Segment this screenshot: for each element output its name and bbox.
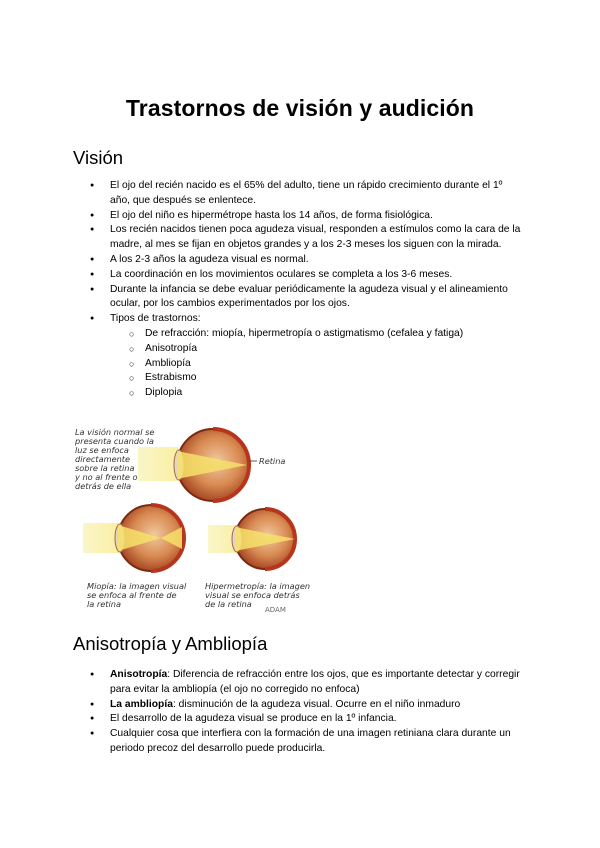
normal-caption-line: sobre la retina (75, 463, 135, 473)
list-item: ● El ojo del recién nacido es el 65% del adulto, tiene un rápido crecimiento durante el 1º año, que después se enlentece. (0, 179, 522, 209)
definition-text: : Diferencia de refracción entre los ojos, que es importante detectar y corregir para evitar la ambliopía (el ojo no corregido no enfoca) (110, 669, 520, 695)
section-heading-anisotropia: Anisotropía y Ambliopía (73, 633, 268, 654)
retina-label: Retina (259, 456, 286, 466)
myopia-eye-icon (83, 505, 184, 571)
section-heading-vision: Visión (73, 147, 124, 168)
eye-diagram-illustration (73, 423, 323, 613)
list-item: ● La coordinación en los movimientos oculares se completa a los 3-6 meses. (0, 268, 522, 283)
hyperopia-caption-line: de la retina (205, 599, 252, 609)
hyperopia-caption-line: Hipermetropía: la imagen (205, 581, 311, 591)
list-item (0, 668, 522, 698)
list-item: ● A los 2-3 años la agudeza visual es normal. (0, 253, 522, 268)
normal-caption-line: La visión normal se (75, 427, 155, 437)
list-item (0, 698, 522, 713)
myopia-caption-line: se enfoca al frente de (87, 590, 177, 600)
list-item-disorder-types (0, 312, 522, 401)
sub-list-item: ○ Ambliopía (110, 357, 522, 372)
hyperopia-eye-icon (208, 509, 295, 569)
disorder-sublist (110, 327, 522, 401)
list-item: ● El desarrollo de la agudeza visual se produce en la 1º infancia. (0, 712, 522, 727)
page-title: Trastornos de visión y audición (125, 95, 475, 121)
normal-caption-line: directamente (75, 454, 131, 464)
list-item: ● Cualquier cosa que interfiera con la formación de una imagen retiniana clara durante un periodo precoz del desarrollo puede producirla. (0, 727, 522, 757)
sub-list-item: ○ Estrabismo (110, 371, 522, 386)
sub-list-item: ○ De refracción: miopía, hipermetropía o astigmatismo (cefalea y fatiga) (110, 327, 522, 342)
list-item: ● El ojo del niño es hipermétrope hasta los 14 años, de forma fisiológica. (0, 209, 522, 224)
sub-list-item: ○ Anisotropía (110, 342, 522, 357)
anisotropia-bullet-list (0, 668, 522, 757)
eye-refraction-figure (73, 423, 323, 613)
myopia-caption-line: la retina (87, 599, 121, 609)
normal-caption-line: presenta cuando la (75, 436, 154, 446)
term-ambliopia: La ambliopía (110, 698, 173, 710)
myopia-caption-line: Miopía: la imagen visual (87, 581, 187, 591)
normal-caption-line: luz se enfoca (75, 445, 129, 455)
list-item: ● Durante la infancia se debe evaluar periódicamente la agudeza visual y el alineamiento ocular, por los cambios experimentados por los ojos. (0, 283, 522, 313)
list-item: ● Los recién nacidos tienen poca agudeza visual, responden a estímulos como la cara de la madre, al mes se fijan en objetos grandes y a los 2-3 meses los siguen con la mirada. (0, 223, 522, 253)
hyperopia-caption-line: visual se enfoca detrás (205, 590, 300, 600)
disorder-types-label: Tipos de trastornos: (110, 313, 201, 325)
term-anisotropia: Anisotropía (110, 669, 168, 680)
normal-caption-line: y no al frente o (75, 472, 138, 482)
vision-bullet-list (0, 179, 522, 401)
adam-watermark: ADAM (265, 606, 286, 613)
sub-list-item: ○ Diplopia (110, 386, 522, 401)
definition-text: : disminución de la agudeza visual. Ocurre en el niño inmaduro (172, 698, 461, 710)
normal-caption-line: detrás de ella (75, 481, 132, 491)
normal-eye-icon (138, 429, 257, 501)
